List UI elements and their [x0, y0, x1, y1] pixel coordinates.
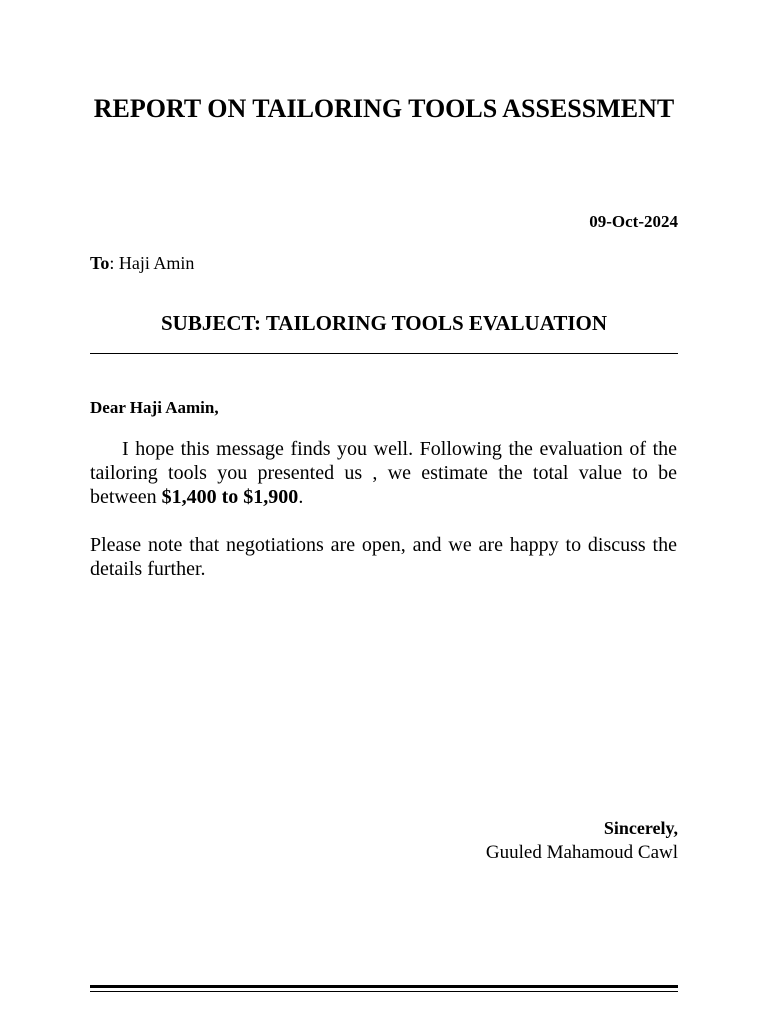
- report-date: 09-Oct-2024: [589, 212, 678, 231]
- closing: Sincerely,: [603, 818, 678, 838]
- to-label: To: [90, 253, 110, 273]
- estimate-period: .: [298, 486, 304, 508]
- signer-name: Guuled Mahamoud Cawl: [485, 842, 678, 863]
- footer-rule-thick: [90, 985, 678, 988]
- salutation: Dear Haji Aamin,: [90, 398, 219, 417]
- footer-rule-thin: [90, 991, 678, 992]
- estimate-amount: $1,400 to $1,900: [161, 486, 299, 508]
- estimate-text: I hope this message finds you well. Following the evaluation of the tailoring tools you presented us , we estimate the total value to be between: [90, 438, 677, 508]
- subject-line: SUBJECT: TAILORING TOOLS EVALUATION: [161, 311, 607, 335]
- report-title: REPORT ON TAILORING TOOLS ASSESSMENT: [93, 94, 675, 123]
- recipient-line: [90, 252, 194, 274]
- recipient-name: Haji Amin: [118, 253, 195, 273]
- body-paragraph-estimate: [90, 437, 677, 509]
- body-paragraph-negotiation: Please note that negotiations are open, and we are happy to discuss the details further.: [90, 534, 677, 580]
- to-separator: :: [109, 253, 119, 273]
- subject-divider: [90, 353, 678, 354]
